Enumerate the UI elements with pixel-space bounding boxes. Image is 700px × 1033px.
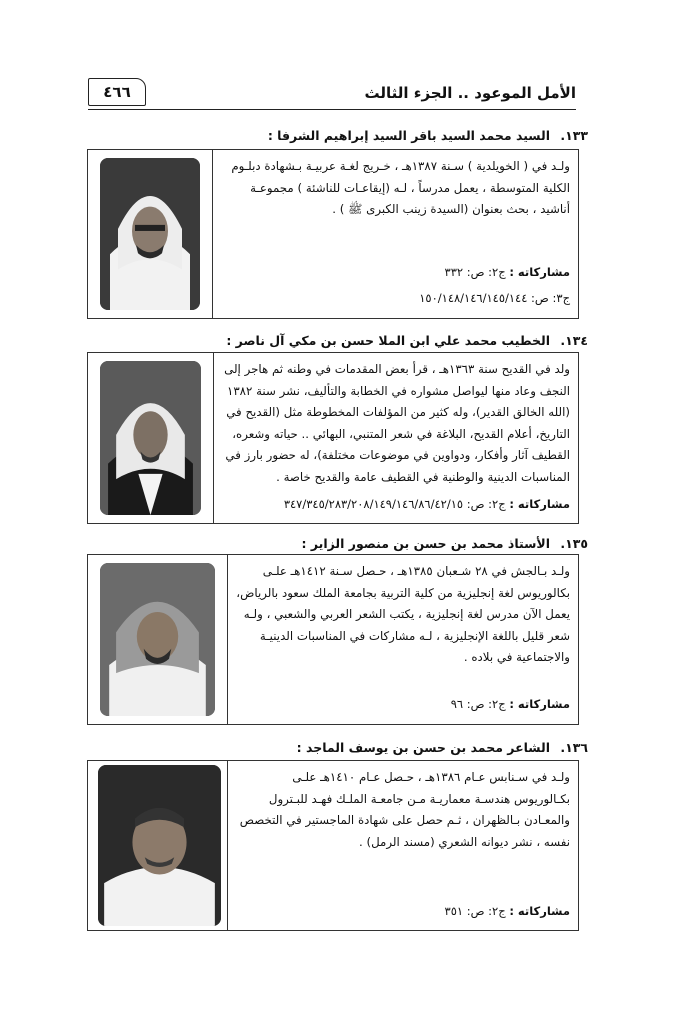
entry-name: السيد محمد السيد باقر السيد إبراهيم الشرفا :	[267, 128, 550, 143]
entry-heading	[297, 740, 588, 755]
participation-label: مشاركاته :	[509, 265, 570, 279]
entry-name: الشاعر محمد بن حسن بن يوسف الماجد :	[296, 740, 550, 755]
participation-ref-2: ج٣: ص: ١٥٠/١٤٨/١٤٦/١٤٥/١٤٤	[419, 291, 570, 305]
header-rule	[88, 109, 576, 110]
entry-heading	[268, 128, 588, 143]
entry-number: ١٣٦.	[560, 740, 588, 755]
book-title: الأمل الموعود .. الجزء الثالث	[364, 84, 576, 102]
portrait-photo	[100, 361, 201, 515]
entry-card	[87, 149, 579, 319]
photo-frame	[88, 353, 214, 523]
entry-card	[87, 760, 579, 931]
entry-card	[87, 554, 579, 725]
portrait-photo	[100, 563, 215, 716]
participation-line	[451, 697, 570, 711]
participation-ref: ج٢: ص: ٣٤٧/٣٤٥/٢٨٣/٢٠٨/١٤٩/١٤٦/٨٦/٤٢/١٥	[283, 497, 506, 511]
entry-number: ١٣٤.	[560, 333, 588, 348]
participation-label: مشاركاته :	[509, 497, 570, 511]
entry-heading	[302, 536, 588, 551]
participation-ref: ج٢: ص: ٣٥١	[444, 904, 506, 918]
entry-number: ١٣٥.	[560, 536, 588, 551]
participation-line	[284, 497, 570, 511]
bio-text: ولد في القديح سنة ١٣٦٣هـ ، قرأ بعض المقدمات في وطنه ثم هاجر إلى النجف وعاد منها ليواصل مشواره في الخطابة والتأليف، نشر سنة ١٣٨٢ (الله الخالق القدير)، وله كثير من المؤلفات المخطوطة مثل (القديح في التاريخ، أعلام القديح، البلاغة في شعر المتنبي، البهائي .. حياته وشعره، القطيف آثار وأفكار، ودواوين في موضوعات مختلفة)، له حضور بارز في المناسبات الدينية والوطنية في القطيف عامة والقديح خاصة .	[224, 362, 570, 484]
entry-number: ١٣٣.	[560, 128, 588, 143]
entry-heading	[226, 333, 588, 348]
photo-frame	[88, 555, 228, 724]
participation-line	[445, 265, 570, 279]
entry-name: الأستاذ محمد بن حسن بن منصور الزاير :	[301, 536, 550, 551]
page-number-badge: ٤٦٦	[88, 78, 146, 106]
entry-name: الخطيب محمد علي ابن الملا حسن بن مكي آل ناصر :	[226, 333, 550, 348]
participation-label: مشاركاته :	[509, 697, 570, 711]
entry-card	[87, 352, 579, 524]
portrait-photo	[100, 158, 200, 310]
photo-frame	[88, 761, 228, 930]
participation-label: مشاركاته :	[509, 904, 570, 918]
participation-line	[445, 904, 570, 918]
participation-ref: ج٢: ص: ٩٦	[450, 697, 506, 711]
bio-text: ولـد في سـنابس عـام ١٣٨٦هـ ، حـصل عـام ١٤١٠هـ علـى بكـالوريوس هندسـة معماريـة مـن جامعـة الملـك فهـد للبـترول والمعـادن بـالظهران ، ثـم حصل على شهادة الماجستير في التخصص نفسه ، نشر ديوانه الشعري (مسند الرمل) .	[239, 770, 570, 849]
photo-frame	[88, 150, 213, 318]
bio-text: ولـد بـالجش في ٢٨ شـعبان ١٣٨٥هـ ، حـصل سـنة ١٤١٢هـ علـى بكالوريوس لغة إنجليزية من كلية التربية بجامعة الملك سعود بالرياض، يعمل الآن مدرس لغة إنجليزية ، يكتب الشعر العربي والشعبي ، ولـه شعر قليل باللغة الإنجليزية ، لـه مشاركات في المناسبات الدينيـة والاجتماعية في بلاده .	[236, 564, 570, 664]
page-header	[88, 78, 576, 110]
bio-text: ولـد في ( الخويلدية ) سـنة ١٣٨٧هـ ، خـريج لغـة عربيـة بـشهادة دبلـوم الكلية المتوسطة ، يعمل مدرساً ، لـه (إيقاعـات للناشئة ) مجموعـة أناشيد ، بحث بعنوان (السيدة زينب الكبرى ﷺ ) .	[231, 159, 570, 216]
participation-ref: ج٢: ص: ٣٣٢	[444, 265, 506, 279]
portrait-photo	[98, 765, 221, 926]
